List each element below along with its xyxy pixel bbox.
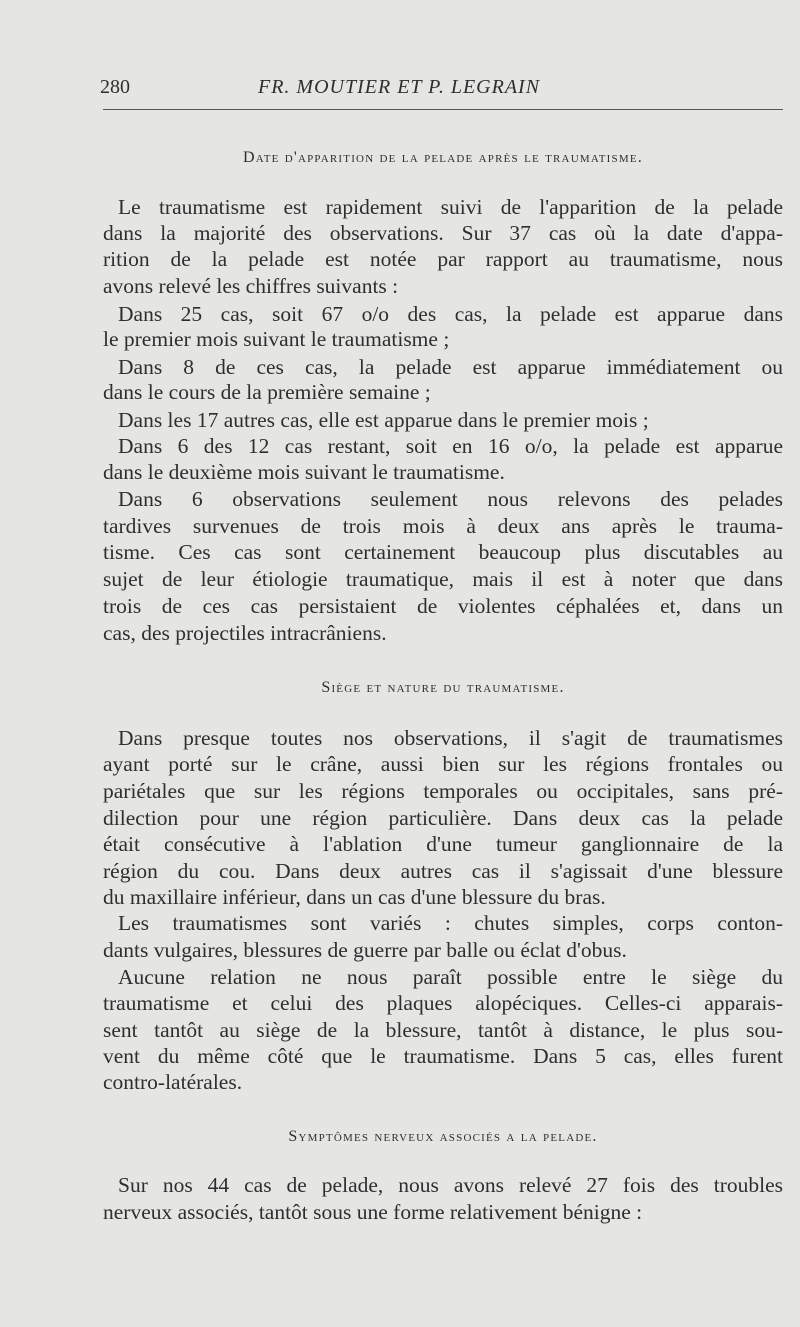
section-heading: Date d'apparition de la pelade après le traumatisme. — [243, 149, 643, 166]
text-line: dants vulgaires, blessures de guerre par balle ou éclat d'obus. — [103, 938, 627, 962]
text-line: ayant porté sur le crâne, aussi bien sur les régions frontales ou — [103, 752, 783, 776]
text-line: dilection pour une région particulière. Dans deux cas la pelade — [103, 806, 783, 830]
header-rule — [103, 109, 783, 110]
section-heading: Siège et nature du traumatisme. — [321, 679, 565, 696]
text-line: sent tantôt au siège de la blessure, tantôt à distance, le plus sou- — [103, 1018, 783, 1042]
text-line: Dans 6 des 12 cas restant, soit en 16 o/o, la pelade est apparue — [118, 434, 783, 458]
text-line: tardives survenues de trois mois à deux ans après le trauma- — [103, 514, 783, 538]
text-line: trois de ces cas persistaient de violentes céphalées et, dans un — [103, 594, 783, 618]
text-line: nerveux associés, tantôt sous une forme relativement bénigne : — [103, 1200, 643, 1224]
running-head: FR. MOUTIER ET P. LEGRAIN — [258, 76, 541, 98]
text-line: Le traumatisme est rapidement suivi de l'apparition de la pelade — [118, 195, 783, 219]
text-line: rition de la pelade est notée par rapport au traumatisme, nous — [103, 247, 783, 271]
text-line: tisme. Ces cas sont certainement beaucoup plus discutables au — [103, 540, 783, 564]
page-number: 280 — [100, 76, 130, 98]
text-line: dans le cours de la première semaine ; — [103, 380, 431, 404]
text-line: vent du même côté que le traumatisme. Dans 5 cas, elles furent — [103, 1044, 783, 1068]
text-line: Dans les 17 autres cas, elle est apparue dans le premier mois ; — [118, 408, 649, 432]
text-line: Dans 8 de ces cas, la pelade est apparue immédiatement ou — [118, 355, 783, 379]
text-line: dans le deuxième mois suivant le traumatisme. — [103, 460, 505, 484]
text-line: dans la majorité des observations. Sur 37 cas où la date d'appa- — [103, 221, 783, 245]
text-line: région du cou. Dans deux autres cas il s'agissait d'une blessure — [103, 859, 783, 883]
text-line: cas, des projectiles intracrâniens. — [103, 621, 387, 645]
text-line: avons relevé les chiffres suivants : — [103, 274, 399, 298]
text-line: pariétales que sur les régions temporales ou occipitales, sans pré- — [103, 779, 783, 803]
text-line: le premier mois suivant le traumatisme ; — [103, 327, 450, 351]
text-line: du maxillaire inférieur, dans un cas d'une blessure du bras. — [103, 885, 606, 909]
text-line: Aucune relation ne nous paraît possible entre le siège du — [118, 965, 783, 989]
text-line: traumatisme et celui des plaques alopéciques. Celles-ci apparais- — [103, 991, 783, 1015]
text-line: Dans presque toutes nos observations, il s'agit de traumatismes — [118, 726, 783, 750]
text-line: Sur nos 44 cas de pelade, nous avons relevé 27 fois des troubles — [118, 1173, 783, 1197]
text-line: était consécutive à l'ablation d'une tumeur ganglionnaire de la — [103, 832, 783, 856]
text-line: Les traumatismes sont variés : chutes simples, corps conton- — [118, 911, 783, 935]
section-heading: Symptômes nerveux associés a la pelade. — [288, 1128, 598, 1145]
text-line: Dans 25 cas, soit 67 o/o des cas, la pelade est apparue dans — [118, 302, 783, 326]
text-line: Dans 6 observations seulement nous relevons des pelades — [118, 487, 783, 511]
text-line: contro-latérales. — [103, 1070, 243, 1094]
text-line: sujet de leur étiologie traumatique, mais il est à noter que dans — [103, 567, 783, 591]
